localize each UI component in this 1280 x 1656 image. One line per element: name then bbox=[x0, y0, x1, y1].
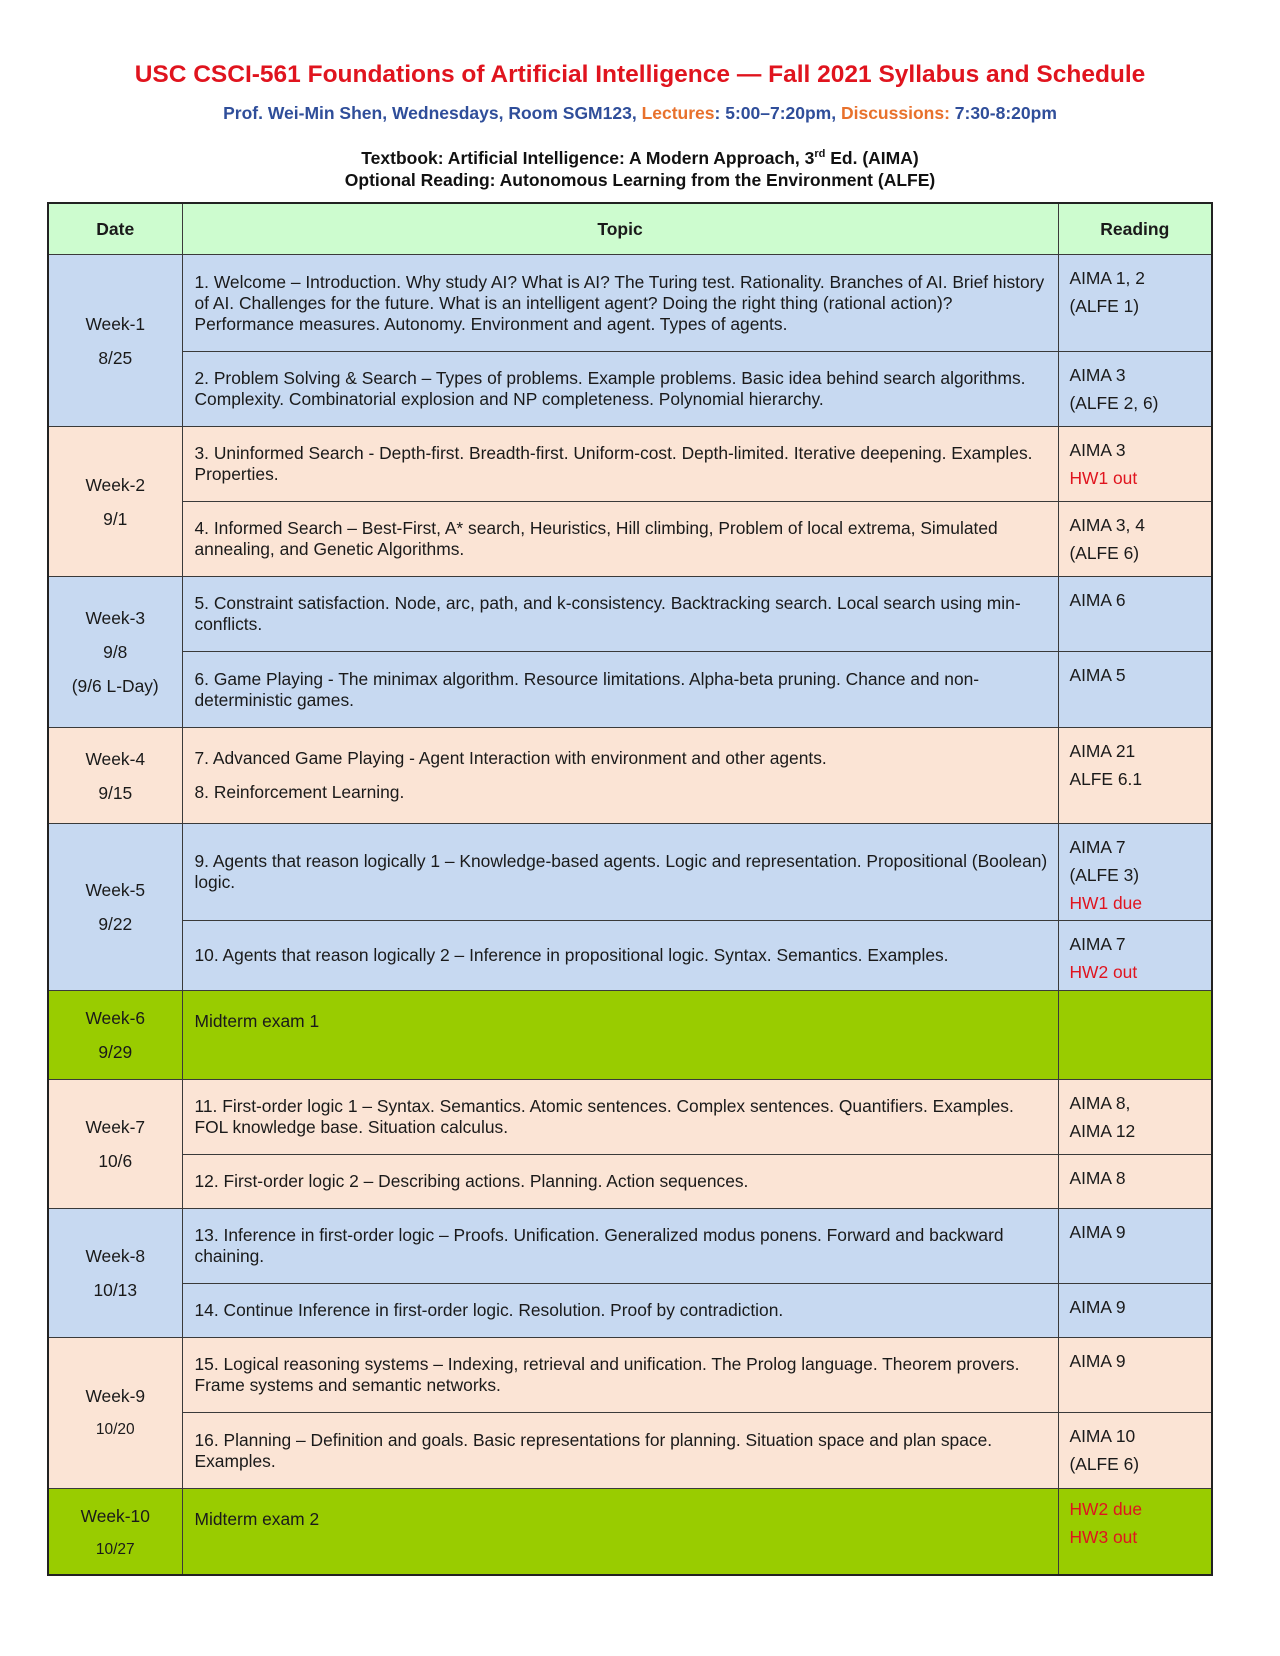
reading-column-header: Reading bbox=[1058, 203, 1212, 255]
reading-cell: AIMA 9 bbox=[1058, 1209, 1212, 1284]
table-row bbox=[48, 921, 1212, 991]
table-row bbox=[48, 1155, 1212, 1209]
week-note: (9/6 L-Day) bbox=[71, 676, 159, 696]
topic-cell: 3. Uninformed Search - Depth-first. Breadth-first. Uniform-cost. Depth-limited. Iterative deepening. Examples. Properties. bbox=[182, 427, 1058, 502]
table-row bbox=[48, 728, 1212, 824]
lectures-time: : 5:00–7:20pm, bbox=[714, 103, 841, 123]
topic-column-header: Topic bbox=[182, 203, 1058, 255]
week-label: Week-10 bbox=[80, 1506, 150, 1526]
reading-cell: AIMA 6 bbox=[1058, 577, 1212, 652]
week-date: 9/29 bbox=[98, 1042, 133, 1062]
topic-cell: 15. Logical reasoning systems – Indexing, retrieval and unification. The Prolog language. Theorem provers. Frame systems and semantic networks. bbox=[182, 1338, 1058, 1413]
topic-cell: 14. Continue Inference in first-order logic. Resolution. Proof by contradiction. bbox=[182, 1284, 1058, 1338]
week-date: 8/25 bbox=[98, 347, 133, 368]
lectures-label: Lectures bbox=[641, 103, 715, 123]
homework-note: HW1 out bbox=[1069, 468, 1138, 488]
week-label: Week-8 bbox=[85, 1246, 146, 1266]
table-row bbox=[48, 1413, 1212, 1489]
topic-cell: 16. Planning – Definition and goals. Basic representations for planning. Situation space and plan space. Examples. bbox=[182, 1413, 1058, 1489]
week-date: 10/27 bbox=[95, 1541, 135, 1558]
week-date: 10/13 bbox=[93, 1280, 138, 1300]
reading-cell: AIMA 7 (ALFE 3) HW1 due bbox=[1058, 824, 1212, 921]
week-label: Week-2 bbox=[85, 474, 146, 495]
week-date-cell bbox=[48, 728, 182, 824]
reading-cell: AIMA 1, 2 (ALFE 1) bbox=[1058, 255, 1212, 352]
reading-cell bbox=[1058, 1489, 1212, 1575]
table-row bbox=[48, 1338, 1212, 1413]
schedule-table bbox=[47, 202, 1213, 1576]
week-date: 9/8 bbox=[103, 642, 128, 662]
table-row bbox=[48, 427, 1212, 502]
topic-cell: 7. Advanced Game Playing - Agent Interaction with environment and other agents. 8. Reinforcement Learning. bbox=[182, 728, 1058, 824]
textbook-line: Textbook: Artificial Intelligence: A Modern Approach, 3rd Ed. (AIMA) bbox=[361, 148, 919, 168]
week-label: Week-6 bbox=[85, 1008, 146, 1028]
exam-cell: Midterm exam 2 bbox=[182, 1489, 1058, 1575]
reading-cell: AIMA 8, AIMA 12 bbox=[1058, 1080, 1212, 1155]
topic-cell: 11. First-order logic 1 – Syntax. Semantics. Atomic sentences. Complex sentences. Quantifiers. Examples. FOL knowledge base. Situation calculus. bbox=[182, 1080, 1058, 1155]
course-info-line bbox=[0, 102, 1280, 124]
table-row bbox=[48, 991, 1212, 1080]
topic-cell: 12. First-order logic 2 – Describing actions. Planning. Action sequences. bbox=[182, 1155, 1058, 1209]
table-row bbox=[48, 1489, 1212, 1575]
homework-note: HW2 due bbox=[1069, 1499, 1142, 1519]
week-date-cell bbox=[48, 1209, 182, 1338]
topic-cell: 5. Constraint satisfaction. Node, arc, path, and k-consistency. Backtracking search. Local search using min-conflicts. bbox=[182, 577, 1058, 652]
reading-cell: AIMA 3, 4 (ALFE 6) bbox=[1058, 502, 1212, 577]
topic-cell: 10. Agents that reason logically 2 – Inference in propositional logic. Syntax. Semantics. Examples. bbox=[182, 921, 1058, 991]
topic-cell: 6. Game Playing - The minimax algorithm. Resource limitations. Alpha-beta pruning. Chance and non-deterministic games. bbox=[182, 652, 1058, 728]
week-label: Week-3 bbox=[85, 608, 146, 628]
week-date: 10/6 bbox=[98, 1151, 133, 1171]
table-row bbox=[48, 255, 1212, 352]
week-label: Week-9 bbox=[85, 1386, 146, 1406]
discussions-label: Discussions: bbox=[840, 103, 950, 123]
reading-cell: AIMA 7 HW2 out bbox=[1058, 921, 1212, 991]
reading-cell: AIMA 9 bbox=[1058, 1284, 1212, 1338]
homework-note: HW2 out bbox=[1069, 962, 1138, 982]
reading-cell: AIMA 8 bbox=[1058, 1155, 1212, 1209]
homework-note: HW1 due bbox=[1069, 893, 1142, 913]
reading-cell: AIMA 21 ALFE 6.1 bbox=[1058, 728, 1212, 824]
week-date-cell bbox=[48, 1080, 182, 1209]
week-date: 9/15 bbox=[98, 782, 133, 803]
week-date-cell bbox=[48, 991, 182, 1080]
reading-cell: AIMA 3 (ALFE 2, 6) bbox=[1058, 352, 1212, 427]
topic-cell: 2. Problem Solving & Search – Types of problems. Example problems. Basic idea behind search algorithms. Complexity. Combinatorial explosion and NP completeness. Polynomial hierarchy. bbox=[182, 352, 1058, 427]
table-header-row bbox=[48, 203, 1212, 255]
week-date-cell bbox=[48, 1489, 182, 1575]
week-label: Week-5 bbox=[85, 880, 146, 900]
table-row bbox=[48, 1080, 1212, 1155]
reading-cell: AIMA 5 bbox=[1058, 652, 1212, 728]
table-row bbox=[48, 352, 1212, 427]
week-date: 9/1 bbox=[103, 508, 128, 529]
date-column-header: Date bbox=[48, 203, 182, 255]
week-label: Week-1 bbox=[85, 313, 146, 334]
discussions-time: 7:30-8:20pm bbox=[949, 103, 1057, 123]
week-date-cell bbox=[48, 577, 182, 728]
reading-cell bbox=[1058, 991, 1212, 1080]
week-date-cell bbox=[48, 427, 182, 577]
week-date-cell bbox=[48, 1338, 182, 1489]
week-date: 9/22 bbox=[98, 914, 133, 934]
reading-cell: AIMA 3 HW1 out bbox=[1058, 427, 1212, 502]
week-label: Week-7 bbox=[85, 1117, 146, 1137]
topic-cell: 13. Inference in first-order logic – Proofs. Unification. Generalized modus ponens. Forward and backward chaining. bbox=[182, 1209, 1058, 1284]
table-row bbox=[48, 652, 1212, 728]
optional-reading-line: Optional Reading: Autonomous Learning from the Environment (ALFE) bbox=[344, 170, 936, 190]
table-row bbox=[48, 1284, 1212, 1338]
homework-note: HW3 out bbox=[1069, 1527, 1138, 1547]
reading-cell: AIMA 10 (ALFE 6) bbox=[1058, 1413, 1212, 1489]
topic-cell: 4. Informed Search – Best-First, A* search, Heuristics, Hill climbing, Problem of local extrema, Simulated annealing, and Genetic Algorithms. bbox=[182, 502, 1058, 577]
table-row bbox=[48, 502, 1212, 577]
page-title: USC CSCI-561 Foundations of Artificial Intelligence — Fall 2021 Syllabus and Schedule bbox=[134, 61, 1146, 88]
table-row bbox=[48, 1209, 1212, 1284]
week-date: 10/20 bbox=[95, 1421, 135, 1438]
table-row bbox=[48, 577, 1212, 652]
reading-cell: AIMA 9 bbox=[1058, 1338, 1212, 1413]
week-label: Week-4 bbox=[85, 748, 146, 769]
topic-cell: 1. Welcome – Introduction. Why study AI? What is AI? The Turing test. Rationality. Branches of AI. Brief history of AI. Challenges for the future. What is an intelligent agent? Doing the right thing (rational action)? Performance measures. Autonomy. Environment and agent. Types of agents. bbox=[182, 255, 1058, 352]
week-date-cell bbox=[48, 255, 182, 427]
table-row bbox=[48, 824, 1212, 921]
exam-cell: Midterm exam 1 bbox=[182, 991, 1058, 1080]
professor-room-text: Prof. Wei-Min Shen, Wednesdays, Room SGM123, bbox=[223, 103, 642, 123]
topic-cell: 9. Agents that reason logically 1 – Knowledge-based agents. Logic and representation. Propositional (Boolean) logic. bbox=[182, 824, 1058, 921]
week-date-cell bbox=[48, 824, 182, 991]
textbook-info bbox=[0, 147, 1280, 191]
